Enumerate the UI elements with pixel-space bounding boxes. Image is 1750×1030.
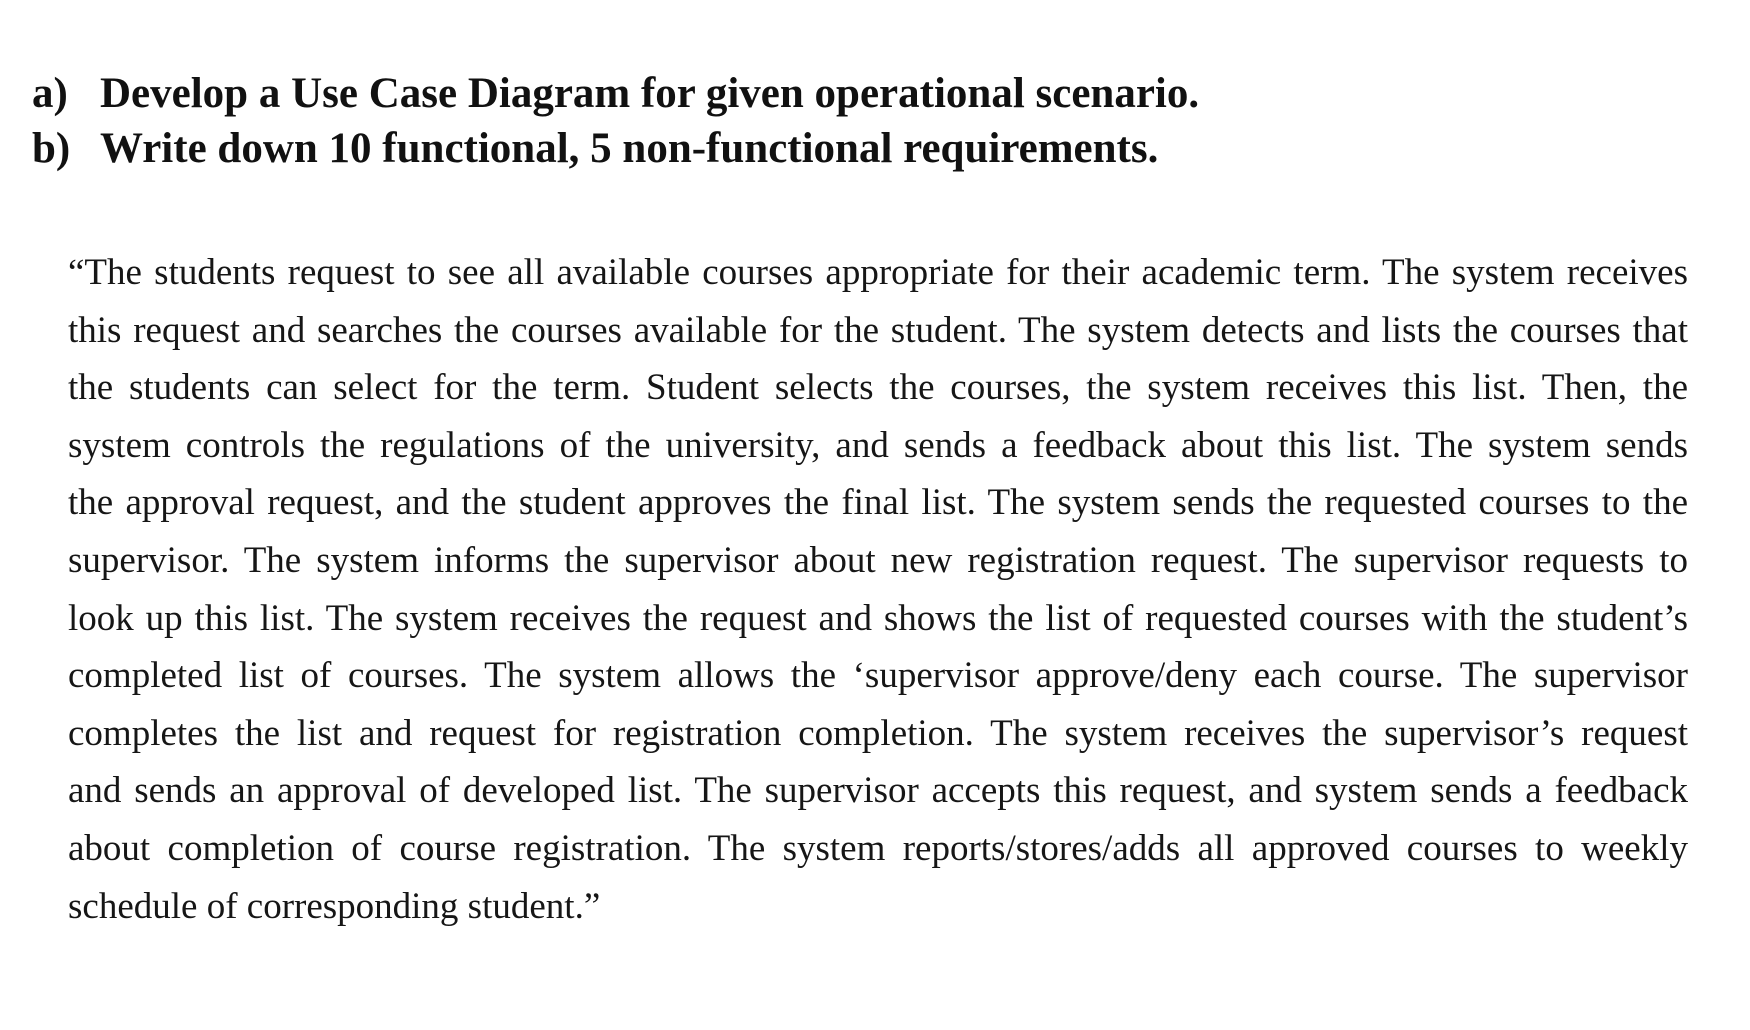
scenario-line: schedule of corresponding student.” — [68, 885, 601, 927]
scenario-line: the students can select for the term. Student selects the courses, the system receives this list. Then, the — [68, 367, 1688, 409]
scenario-line: this request and searches the courses available for the student. The system detects and lists the courses that — [68, 309, 1688, 351]
question-a-text: Develop a Use Case Diagram for given operational scenario. — [100, 70, 1200, 117]
scenario-line: completed list of courses. The system allows the ‘supervisor approve/deny each course. The supervisor — [68, 655, 1688, 697]
question-b-text: Write down 10 functional, 5 non-functional requirements. — [100, 125, 1159, 172]
question-b-label: b) — [32, 125, 71, 172]
question-a-label: a) — [32, 70, 68, 117]
question-a — [32, 66, 1712, 121]
scenario-line: about completion of course registration. The system reports/stores/adds all approved courses to weekly — [68, 827, 1688, 869]
scenario-line: supervisor. The system informs the supervisor about new registration request. The supervisor requests to — [68, 539, 1688, 581]
scenario-line: and sends an approval of developed list. The supervisor accepts this request, and system sends a feedback — [68, 770, 1688, 812]
questions-block — [32, 66, 1712, 176]
scenario-line: system controls the regulations of the university, and sends a feedback about this list. The system sends — [68, 424, 1688, 466]
scenario-line: look up this list. The system receives the request and shows the list of requested courses with the student’s — [68, 597, 1688, 639]
scenario-line: completes the list and request for registration completion. The system receives the supervisor’s request — [68, 712, 1688, 754]
scenario-line: the approval request, and the student approves the final list. The system sends the requested courses to the — [68, 482, 1688, 524]
scenario-line: “The students request to see all available courses appropriate for their academic term. The system receives — [68, 252, 1688, 293]
question-b — [32, 121, 1712, 176]
scenario-paragraph — [68, 244, 1688, 935]
